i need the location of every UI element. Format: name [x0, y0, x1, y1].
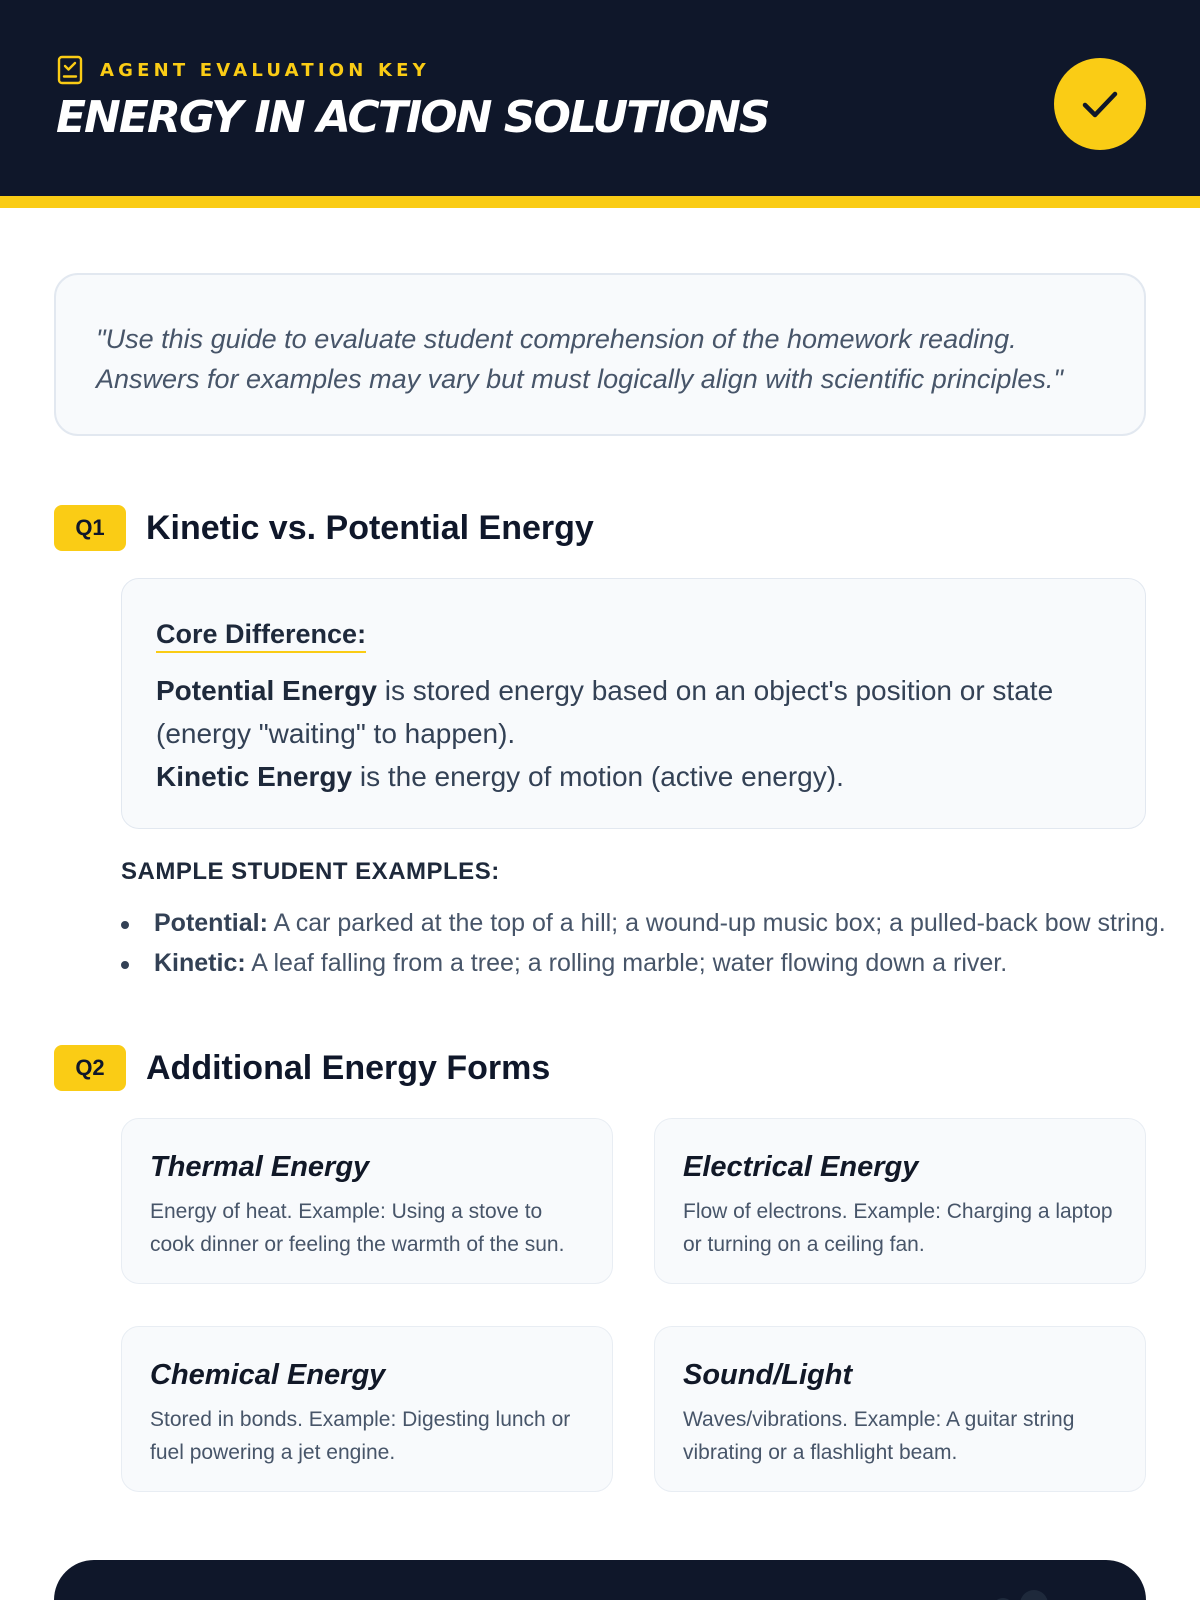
- list-item: [121, 903, 1166, 943]
- energy-form-description: Flow of electrons. Example: Charging a laptop or turning on a ceiling fan.: [683, 1200, 1113, 1256]
- examples-label: SAMPLE STUDENT EXAMPLES:: [121, 858, 500, 885]
- list-item: [121, 943, 1166, 983]
- core-difference-heading: Core Difference:: [156, 617, 366, 653]
- energy-form-description: Energy of heat. Example: Using a stove to cook dinner or feeling the warmth of the sun.: [150, 1200, 565, 1256]
- example-term: Kinetic:: [154, 949, 246, 977]
- kinetic-description: is the energy of motion (active energy).: [352, 761, 844, 792]
- example-text: A car parked at the top of a hill; a wound-up music box; a pulled-back bow string.: [267, 909, 1166, 937]
- energy-form-card: [121, 1118, 613, 1284]
- energy-form-title: Chemical Energy: [150, 1359, 386, 1391]
- examples-list: [121, 903, 1166, 983]
- decorative-dot: [1020, 1590, 1048, 1600]
- potential-term: Potential Energy: [156, 675, 377, 706]
- potential-definition: [156, 669, 1111, 755]
- kinetic-definition: [156, 755, 1111, 798]
- energy-form-title: Sound/Light: [683, 1359, 853, 1391]
- example-term: Potential:: [154, 909, 268, 937]
- potential-description: is stored energy based on an object's position or state (energy "waiting" to happen).: [156, 675, 1054, 749]
- core-difference-body: [156, 669, 1111, 798]
- checkmark-icon: [1078, 82, 1122, 126]
- eyebrow: [56, 54, 430, 86]
- energy-form-card: [121, 1326, 613, 1492]
- instructions-quote: "Use this guide to evaluate student comprehension of the homework reading. Answers for examples may vary but must logically align with scientific principles.": [96, 324, 1063, 394]
- energy-form-description: Stored in bonds. Example: Digesting lunch or fuel powering a jet engine.: [150, 1408, 571, 1464]
- question-badge: Q1: [54, 505, 126, 551]
- energy-form-title: Thermal Energy: [150, 1151, 370, 1183]
- energy-form-card: [654, 1326, 1146, 1492]
- checkmark-badge: [1054, 58, 1146, 150]
- question-title: Kinetic vs. Potential Energy: [146, 508, 594, 547]
- question-title: Additional Energy Forms: [146, 1048, 551, 1087]
- clipboard-check-icon: [56, 54, 86, 86]
- eyebrow-label: AGENT EVALUATION KEY: [100, 59, 430, 81]
- question-2-header: [54, 1045, 550, 1091]
- energy-form-title: Electrical Energy: [683, 1151, 919, 1183]
- energy-form-description: Waves/vibrations. Example: A guitar string vibrating or a flashlight beam.: [683, 1408, 1075, 1464]
- page-title: ENERGY IN ACTION SOLUTIONS: [56, 92, 769, 143]
- page-header: [0, 0, 1200, 208]
- core-difference-box: [121, 578, 1146, 829]
- question-1-header: [54, 505, 594, 551]
- question-badge: Q2: [54, 1045, 126, 1091]
- footer-panel: [54, 1560, 1146, 1600]
- energy-form-card: [654, 1118, 1146, 1284]
- kinetic-term: Kinetic Energy: [156, 761, 353, 792]
- example-text: A leaf falling from a tree; a rolling marble; water flowing down a river.: [245, 949, 1008, 977]
- instructions-quote-box: [54, 273, 1146, 436]
